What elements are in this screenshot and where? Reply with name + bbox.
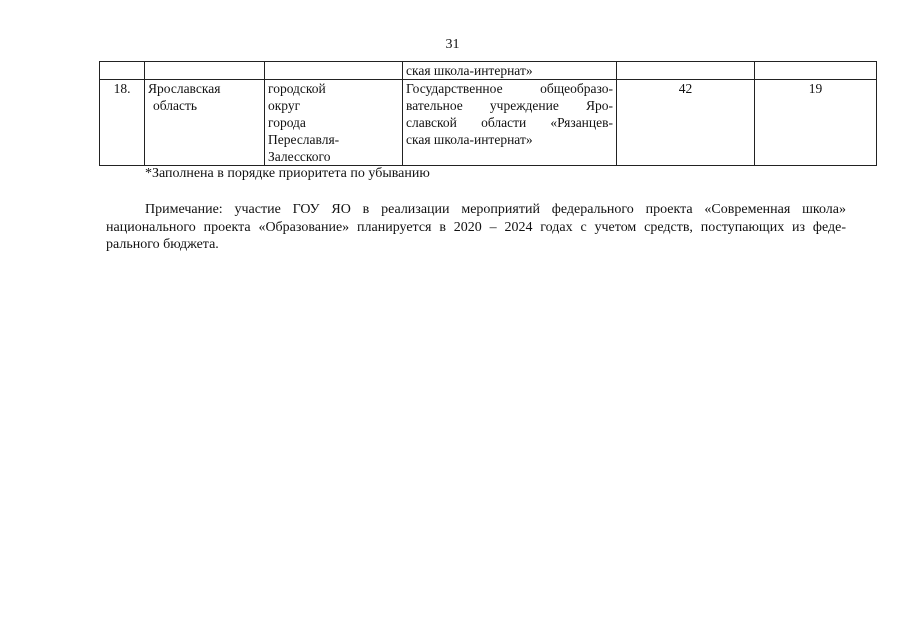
- cell-municipality: [265, 62, 403, 80]
- cell-value2: 19: [755, 80, 877, 166]
- cell-value1: [617, 62, 755, 80]
- organization-line: Государственное общеобразо-: [406, 81, 613, 96]
- cell-value1: 42: [617, 80, 755, 166]
- cell-organization: [403, 80, 617, 166]
- cell-num: [100, 62, 145, 80]
- organization-line: вательное учреждение Яро-: [406, 98, 613, 113]
- allocation-table: [99, 61, 877, 166]
- organization-line: ская школа-интернат»: [406, 63, 533, 78]
- page-number: 31: [445, 37, 460, 52]
- note-line: рального бюджета.: [106, 237, 219, 252]
- note-paragraph: [106, 201, 846, 254]
- footnote: *Заполнена в порядке приоритета по убыванию: [145, 166, 430, 181]
- cell-num: 18.: [100, 80, 145, 166]
- organization-line: ская школа-интернат»: [406, 132, 533, 147]
- cell-value2: [755, 62, 877, 80]
- region-line: область: [153, 98, 198, 113]
- municipality-line: округ: [268, 98, 301, 113]
- municipality-line: города: [268, 115, 306, 130]
- note-line: Примечание: участие ГОУ ЯО в реализации мероприятий федерального проекта «Современная школа»: [145, 202, 846, 217]
- region-line: Ярославская: [148, 81, 221, 96]
- table-row: [100, 80, 877, 166]
- municipality-line: городской: [268, 81, 326, 96]
- cell-region: [145, 62, 265, 80]
- table-row-continuation: [100, 62, 877, 80]
- municipality-line: Залесского: [268, 149, 331, 164]
- cell-organization: [403, 62, 617, 80]
- municipality-line: Переславля-: [268, 132, 340, 147]
- cell-region: [145, 80, 265, 166]
- organization-line: славской области «Рязанцев-: [406, 115, 613, 130]
- cell-municipality: [265, 80, 403, 166]
- note-line: национального проекта «Образование» планируется в 2020 – 2024 годах с учетом средств, поступающих из феде-: [106, 219, 846, 235]
